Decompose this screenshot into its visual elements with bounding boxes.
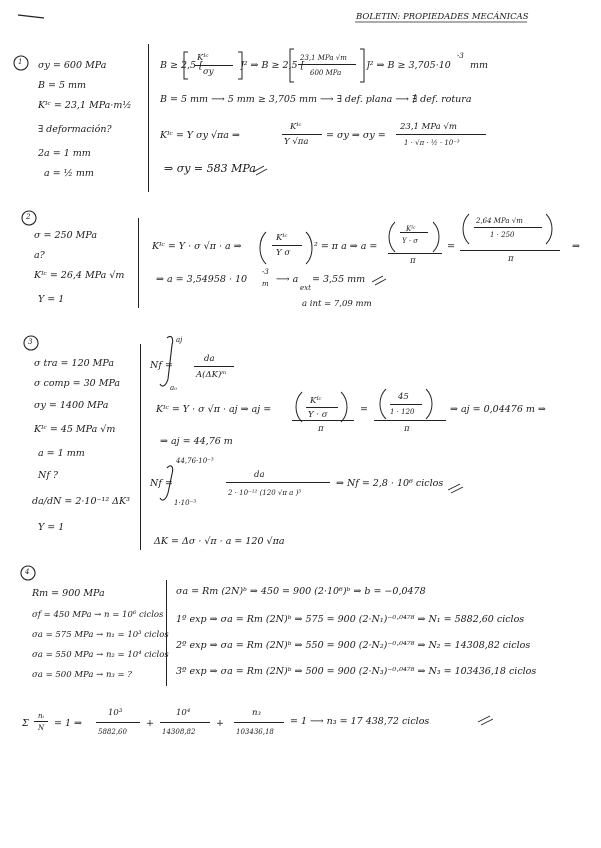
fraction-bar [282, 134, 322, 135]
superscript: -3 [457, 52, 464, 60]
given-line: a = ½ mm [44, 168, 94, 179]
fraction-bar [306, 407, 338, 408]
given-line: Kᴵᶜ = 23,1 MPa·m½ [38, 100, 132, 111]
formula-denominator: 2 · 10⁻¹² (120 √π a )³ [228, 489, 302, 497]
formula-text: = σy ⇒ σy = [326, 130, 386, 141]
formula-numerator: da [254, 470, 265, 480]
formula-text: ]² ⇒ B ≥ 2,5 [ [240, 60, 305, 71]
fraction-bar [388, 253, 442, 254]
formula-numerator: 2,64 MPa √m [476, 217, 523, 225]
result-text: = 1 ⟶ n₃ = 17 438,72 ciclos [290, 716, 430, 727]
formula-text: ⇒ aj = 44,76 m [160, 436, 233, 447]
fraction-bar [226, 482, 330, 483]
given-line: σa = 500 MPa → n₃ = ? [32, 670, 132, 680]
formula-text: σa = Rm (2N)ᵇ ⇒ 450 = 900 (2·10⁶)ᵇ ⇒ b = −0,0478 [176, 586, 426, 597]
given-line: Rm = 900 MPa [32, 588, 105, 599]
given-line: Nf ? [38, 470, 58, 481]
formula-numerator: 10⁴ [176, 708, 191, 718]
given-line: σ = 250 MPa [34, 230, 97, 241]
formula-text: ΔK = Δσ · √π · a = 120 √πa [154, 536, 285, 547]
result-text: ⇒ σy = 583 MPa [164, 162, 256, 175]
formula-text: ⇒ [572, 241, 580, 252]
superscript: aj [176, 336, 183, 344]
formula-numerator: Kᴵᶜ [406, 225, 416, 233]
formula-denominator: π [318, 424, 324, 434]
formula-denominator: Y · σ [308, 410, 328, 420]
subscript: m [262, 280, 269, 288]
formula-numerator: Kᴵᶜ [197, 53, 209, 63]
given-line: Kᴵᶜ = 45 MPa √m [34, 424, 116, 435]
formula-numerator: Kᴵᶜ [310, 396, 322, 406]
formula-text: Kᴵᶜ = Y · σ √π · aj ⇒ aj = [156, 404, 272, 415]
formula-numerator: Kᴵᶜ [290, 122, 302, 132]
formula-text: B = 5 mm ⟶ 5 mm ≥ 3,705 mm ⟶ ∃ def. plana ⟶ ∄ def. rotura [160, 94, 472, 105]
given-line: a = 1 mm [38, 448, 85, 459]
problem-number: 3 [28, 338, 33, 346]
formula-denominator: A(ΔK)ᵐ [196, 370, 227, 380]
formula-denominator: 5882,60 [98, 728, 127, 736]
given-line: ∃ deformación? [38, 124, 112, 135]
given-line: σa = 550 MPa → n₂ = 10⁴ ciclos [32, 650, 169, 660]
formula-text: Kᴵᶜ = Y σy √πa ⇒ [160, 130, 240, 141]
fraction-bar [374, 420, 446, 421]
formula-numerator: da [204, 354, 215, 364]
fraction-bar [390, 404, 422, 405]
formula-numerator: 45 [398, 392, 409, 402]
formula-text: = 1 ⇒ [54, 718, 83, 729]
formula-denominator: Y √πa [284, 137, 309, 147]
fraction-bar [34, 721, 48, 722]
formula-text: mm [470, 60, 489, 71]
formula-denominator: Y σ [276, 248, 291, 258]
superscript: 44,76·10⁻³ [176, 457, 214, 465]
given-line: σ tra = 120 MPa [34, 358, 115, 369]
given-line: Y = 1 [38, 522, 65, 533]
given-line: Kᴵᶜ = 26,4 MPa √m [34, 270, 125, 281]
formula-text: = [447, 241, 455, 252]
formula-text: B ≥ 2,5 [ [160, 60, 203, 71]
formula-text: ⟶ a [276, 274, 299, 285]
formula-denominator: 600 MPa [310, 69, 342, 77]
formula-text: + [146, 718, 154, 729]
given-line: σa = 575 MPa → n₁ = 10³ ciclos [32, 630, 169, 640]
fraction-bar [298, 64, 356, 65]
problem-number: 4 [25, 568, 30, 576]
column-divider [148, 44, 149, 192]
formula-denominator: N [38, 724, 45, 732]
formula-text: ⇒ a = 3,54958 · 10 [156, 274, 248, 285]
formula-text: Nf = [150, 360, 173, 371]
fraction-bar [272, 245, 302, 246]
result-text: ⇒ Nf = 2,8 · 10⁶ ciclos [336, 478, 444, 489]
fraction-bar [96, 722, 140, 723]
formula-denominator: 14308,82 [162, 728, 196, 736]
fraction-bar [474, 227, 542, 228]
formula-text: + [216, 718, 224, 729]
column-divider [166, 580, 167, 686]
given-line: σy = 600 MPa [38, 60, 107, 71]
formula-numerator: Kᴵᶜ [276, 233, 288, 243]
formula-denominator: π [410, 256, 416, 266]
fraction-bar [396, 134, 486, 135]
subscript: a₀ [170, 384, 177, 392]
formula-denominator: 1 · 120 [390, 408, 415, 416]
formula-text: 3º exp ⇒ σa = Rm (2N)ᵇ ⇒ 500 = 900 (2·N₃)⁻⁰·⁰⁴⁷⁸ ⇒ N₃ = 103436,18 ciclos [176, 666, 537, 677]
formula-denominator: 103436,18 [236, 728, 274, 736]
formula-numerator: 10³ [108, 708, 123, 718]
formula-numerator: 23,1 MPa √m [400, 122, 457, 132]
formula-denominator: 1 · 250 [490, 231, 515, 239]
given-line: a? [34, 250, 45, 261]
formula-numerator: nᵢ [38, 712, 44, 720]
formula-numerator: 23,1 MPa √m [300, 54, 347, 62]
formula-text: Σ [22, 718, 29, 729]
given-line: σy = 1400 MPa [34, 400, 109, 411]
given-line: σf = 450 MPa → n = 10⁶ ciclos [32, 610, 164, 620]
subscript: ext [300, 284, 311, 292]
given-line: σ comp = 30 MPa [34, 378, 121, 389]
fraction-bar [195, 65, 233, 66]
formula-denominator: π [404, 424, 410, 434]
fraction-bar [460, 250, 560, 251]
formula-text: = [360, 404, 368, 415]
formula-text: 1º exp ⇒ σa = Rm (2N)ᵇ ⇒ 575 = 900 (2·N₁)⁻⁰·⁰⁴⁷⁸ ⇒ N₁ = 5882,60 ciclos [176, 614, 525, 625]
given-line: Y = 1 [38, 294, 65, 305]
formula-text: a int = 7,09 mm [302, 299, 372, 309]
formula-denominator: π [508, 254, 514, 264]
formula-text: ]² ⇒ B ≥ 3,705·10 [366, 60, 451, 71]
formula-denominator: Y · σ [402, 237, 419, 245]
formula-numerator: n₃ [252, 708, 261, 718]
problem-number: 1 [18, 58, 23, 66]
subscript: 1·10⁻³ [174, 499, 197, 507]
problem-number: 2 [26, 213, 31, 221]
formula-text: Nf = [150, 478, 173, 489]
formula-denominator: 1 · √π · ½ · 10⁻³ [404, 139, 460, 147]
formula-text: ² = π a ⇒ a = [314, 241, 378, 252]
fraction-bar [400, 232, 428, 233]
formula-text: ⇒ aj = 0,04476 m ⇒ [450, 404, 546, 415]
formula-text: 2º exp ⇒ σa = Rm (2N)ᵇ ⇒ 550 = 900 (2·N₂)⁻⁰·⁰⁴⁷⁸ ⇒ N₂ = 14308,82 ciclos [176, 640, 531, 651]
fraction-bar [234, 722, 284, 723]
formula-denominator: σy [203, 67, 214, 77]
formula-text: Kᴵᶜ = Y · σ √π · a ⇒ [152, 241, 242, 252]
fraction-bar [194, 366, 234, 367]
fraction-bar [292, 420, 354, 421]
given-line: da/dN = 2·10⁻¹² ΔK³ [32, 496, 130, 507]
fraction-bar [160, 722, 210, 723]
formula-text: = 3,55 mm [312, 274, 366, 285]
given-line: 2a = 1 mm [38, 148, 91, 159]
given-line: B = 5 mm [38, 80, 87, 91]
column-divider [140, 344, 141, 550]
superscript: -3 [262, 268, 269, 276]
page-title: BOLETIN: PROPIEDADES MECÁNICAS [356, 12, 529, 22]
column-divider [138, 218, 139, 308]
